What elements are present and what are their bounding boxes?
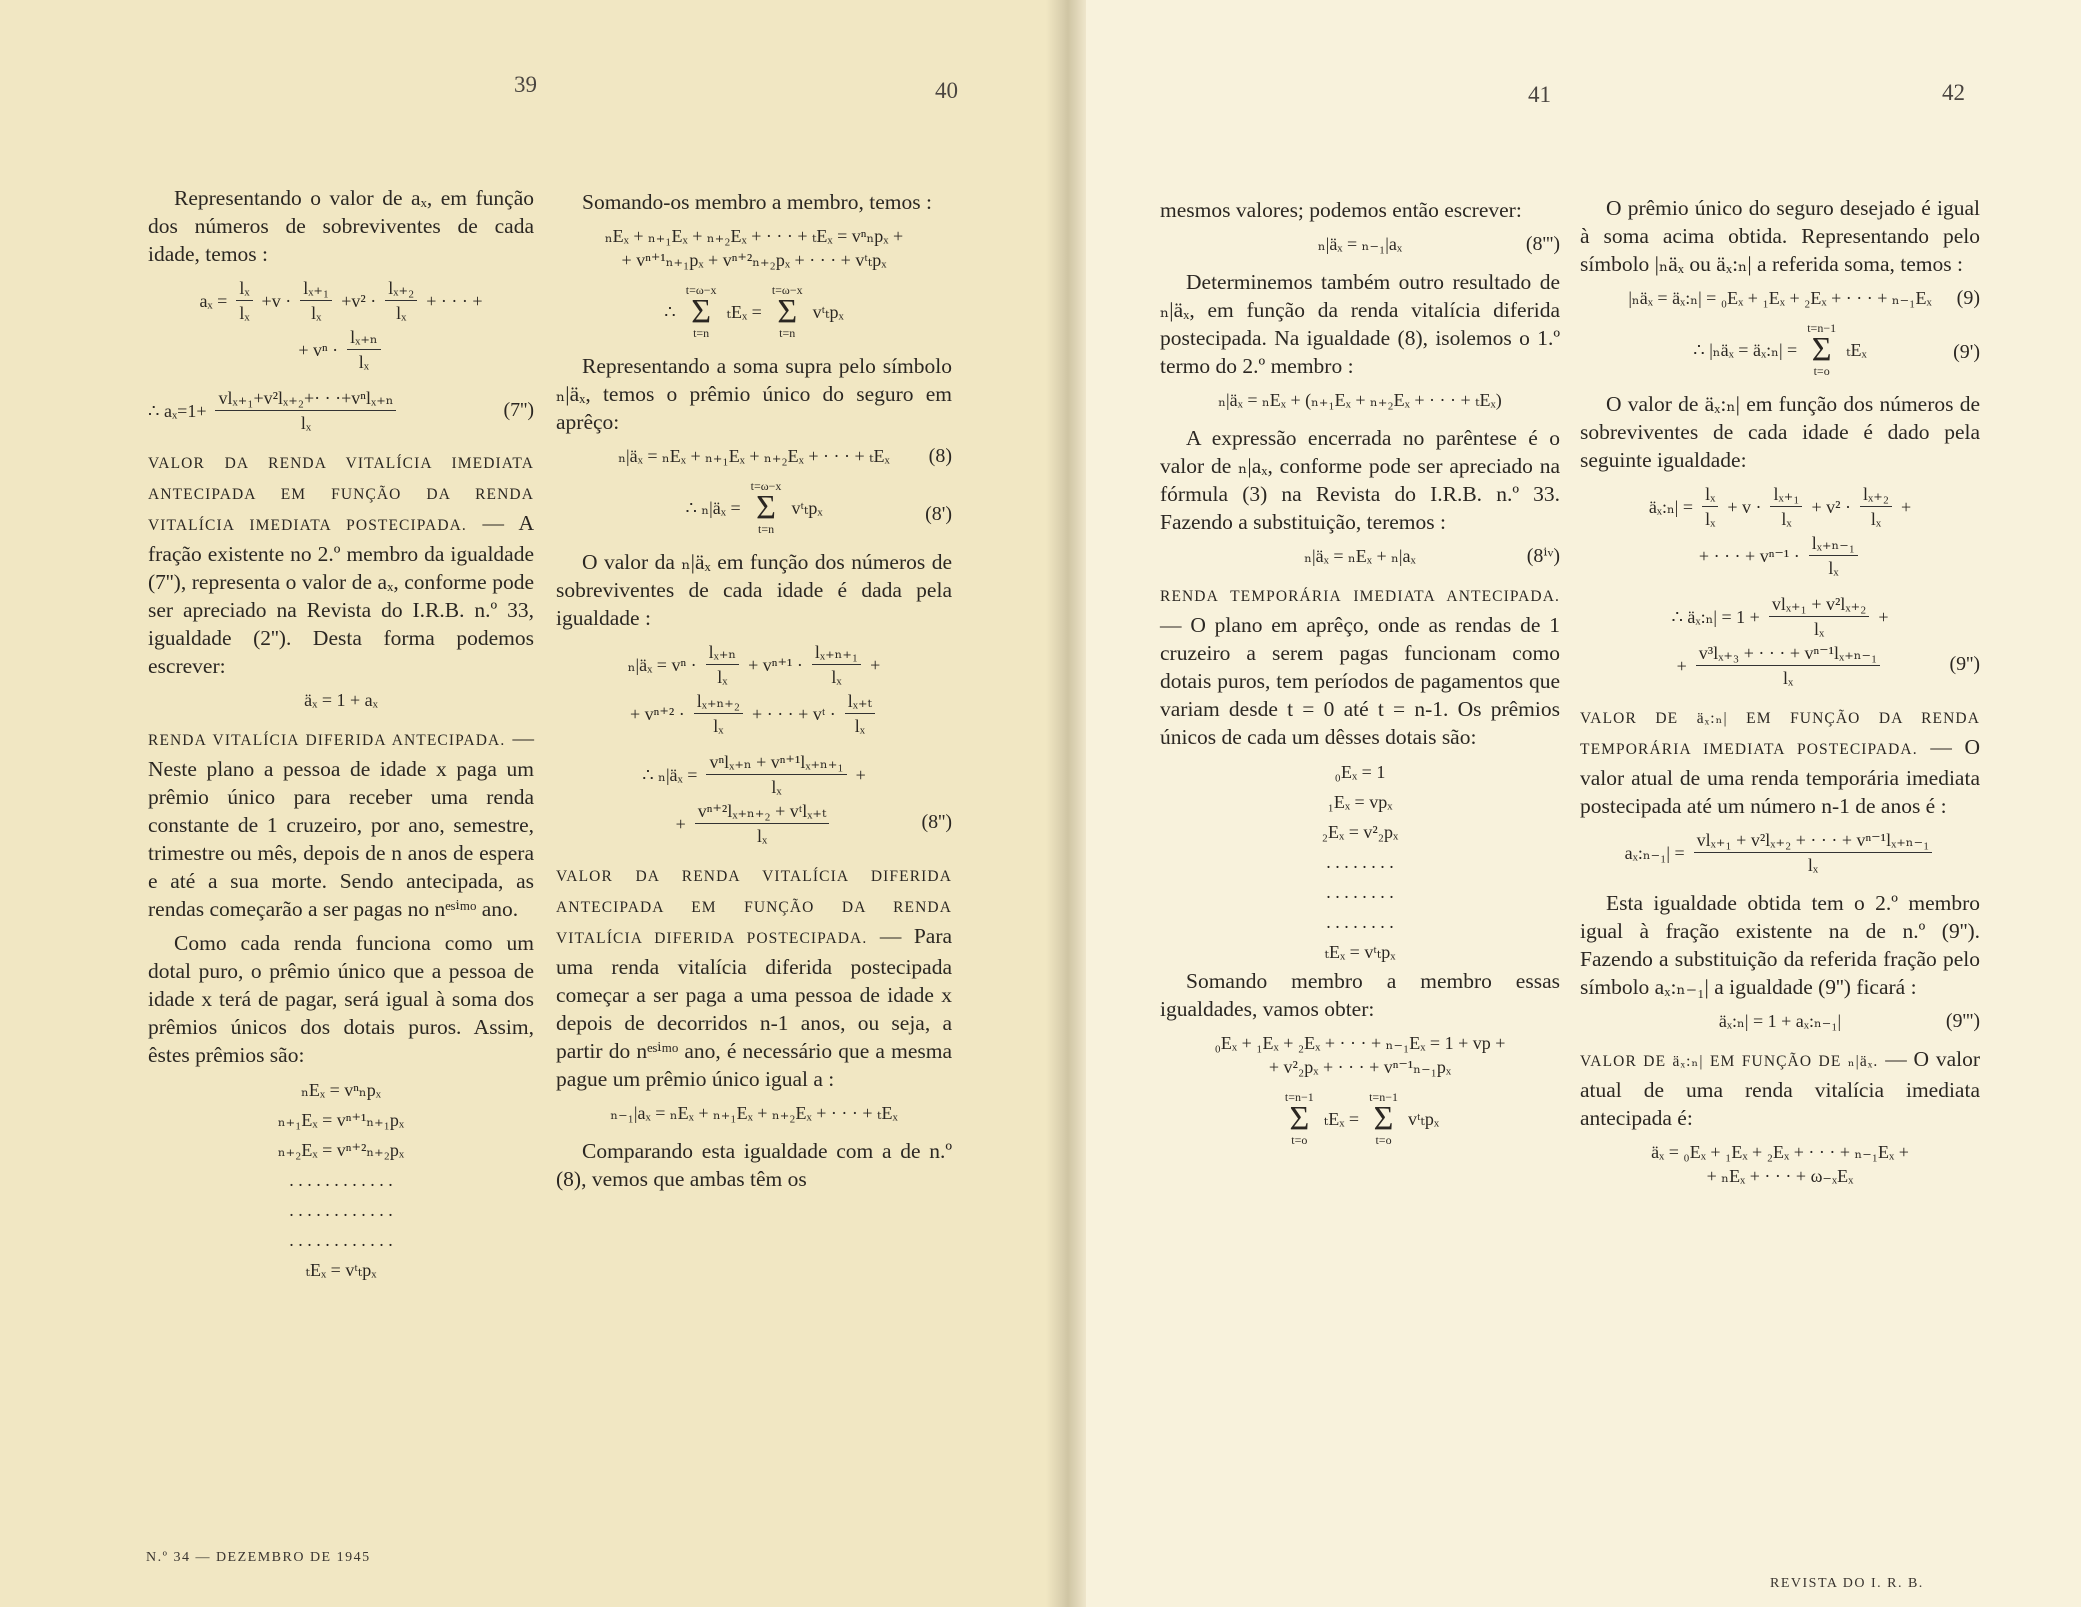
summation-equation: t=n−1 Σ t=o ₜEₓ = t=n−1 Σ t=o vᵗₜpₓ <box>1284 1090 1440 1147</box>
equation: äₓ:ₙ| = $\frac{\text{lₓ}}{\text{lₓ}}$ + v · $\frac{\text{lₓ₊₁}}{\text{lₓ}}$ + v² · $\frac{\text{lₓ₊₂}}{\text{lₓ}}$ + + · · · + vⁿ⁻¹ · $\frac{\text{lₓ₊ₙ₋₁}}{\text{lₓ}}$ <box>1648 484 1912 578</box>
paragraph: Comparando esta igualdade com a de n.º (8), vemos que ambas têm os <box>556 1139 952 1191</box>
equation: aₓ:ₙ₋₁| = $\frac{\text{vlₓ₊₁ + v²lₓ₊₂ + · · · + vⁿ⁻¹lₓ₊ₙ₋₁}}{\text{lₓ}}$ <box>1580 828 1980 877</box>
equation-8-prime: ∴ ₙ|äₓ = t=ω−x Σ t=n vᵗₜpₓ (8') <box>685 479 952 536</box>
list-item: . . . . . . . . . . . . <box>289 1230 393 1250</box>
footer-left: N.º 34 — DEZEMBRO DE 1945 <box>146 1550 371 1565</box>
equation-9-prime: ∴ |ₙäₓ = äₓ:ₙ| = t=n−1 Σ t=o ₜEₓ (9') <box>1693 321 1980 378</box>
list-item: ₜEₓ = vᵗₜpₓ <box>1324 942 1396 962</box>
list-item: . . . . . . . . . . . . <box>289 1200 393 1220</box>
equation: äₓ = ₀Eₓ + ₁Eₓ + ₂Eₓ + · · · + ₙ₋₁Eₓ + + ₙEₓ + · · · + ω₋ₓEₓ <box>1651 1142 1909 1186</box>
equation-9-triple-prime: äₓ:ₙ| = 1 + aₓ:ₙ₋₁| (9''') <box>1718 1010 1980 1032</box>
equation-number: (7'') <box>503 399 534 421</box>
section-heading: VALOR DA RENDA VITALÍCIA DIFERIDA ANTECIPADA EM FUNÇÃO DA RENDA VITALÍCIA DIFERIDA POSTECIPADA. — Para uma renda vitalícia diferida postecipada começar a ser paga a uma pessoa de idade x depois de decorridos n-1 anos, ou seja, a partir do nᵉˢⁱᵐᵒ ano, é necessário que a mesma pague um prêmio único igual a : <box>556 868 953 1091</box>
equation-7-double-prime: ∴ aₓ=1+ $\frac{\text{vlₓ₊₁+v²lₓ₊₂+· · ·+vⁿlₓ₊ₙ}}{\text{lₓ}}$ (7'') <box>148 388 534 433</box>
equation: ₀Eₓ + ₁Eₓ + ₂Eₓ + · · · + ₙ₋₁Eₓ = 1 + vp + + v²₂pₓ + · · · + vⁿ⁻¹ₙ₋₁pₓ <box>1214 1033 1506 1077</box>
section-heading: VALOR DE äₓ:ₙ| EM FUNÇÃO DE ₙ|äₓ. — O valor atual de uma renda vitalícia imediata antecipada é: <box>1580 1047 1981 1130</box>
list-item: ₙ₊₁Eₓ = vⁿ⁺¹ₙ₊₁pₓ <box>277 1110 405 1130</box>
paragraph: O valor de äₓ:ₙ| em função dos números de sobreviventes de cada idade é dado pela seguinte igualdade: <box>1580 392 1980 472</box>
list-item: ₂Eₓ = v²₂pₓ <box>1321 822 1399 842</box>
summation-equation: ∴ t=ω−x Σ t=n ₜEₓ = t=ω−x Σ t=n vᵗₜpₓ <box>664 283 844 340</box>
section-heading: RENDA VITALÍCIA DIFERIDA ANTECIPADA. — Neste plano a pessoa de idade x paga um prêmio único para receber uma renda constante de 1 cruzeiro, por ano, semestre, trimestre ou mês, depois de n anos de espera e até a sua morte. Sendo antecipada, as rendas começarão a ser pagas no nᵉˢⁱᵐᵒ ano. <box>148 726 534 921</box>
paragraph: Somando-os membro a membro, temos : <box>582 190 932 214</box>
paragraph: Somando membro a membro essas igualdades, vamos obter: <box>1160 969 1560 1021</box>
list-item: . . . . . . . . <box>1326 912 1394 932</box>
column-page-39 <box>148 184 534 1285</box>
page-number-39: 39 <box>514 72 537 97</box>
page-number-41: 41 <box>1528 82 1551 107</box>
list-item: . . . . . . . . <box>1326 852 1394 872</box>
equation-8-iv: ₙ|äₓ = ₙEₓ + ₙ|aₓ (8ⁱᵛ) <box>1304 545 1560 567</box>
paragraph: O prêmio único do seguro desejado é igual à soma acima obtida. Representando pelo símbolo |ₙäₓ ou äₓ:ₙ| a referida soma, temos : <box>1580 196 1980 276</box>
paragraph: Como cada renda funciona como um dotal puro, o prêmio único que a pessoa de idade x terá de pagar, será igual à soma dos prêmios únicos dos dotais puros. Assim, êstes prêmios são: <box>148 931 534 1067</box>
equation: ₙ|äₓ = ₙEₓ + (ₙ₊₁Eₓ + ₙ₊₂Eₓ + · · · + ₜEₓ) <box>1218 390 1502 410</box>
equation: ₙEₓ + ₙ₊₁Eₓ + ₙ₊₂Eₓ + · · · + ₜEₓ = vⁿₙpₓ + + vⁿ⁺¹ₙ₊₁pₓ + vⁿ⁺²ₙ₊₂pₓ + · · · + vᵗₜpₓ <box>604 226 904 270</box>
equation-8: ₙ|äₓ = ₙEₓ + ₙ₊₁Eₓ + ₙ₊₂Eₓ + · · · + ₜEₓ (8) <box>618 445 952 467</box>
section-heading: VALOR DA RENDA VITALÍCIA IMEDIATA ANTECIPADA EM FUNÇÃO DA RENDA VITALÍCIA IMEDIATA POSTECIPADA. — A fração existente no 2.º membro da igualdade (7''), representa o valor de aₓ, conforme pode ser apreciado na Revista do I.R.B. n.º 33, igualdade (2''). Desta forma podemos escrever: <box>148 455 535 678</box>
column-page-40 <box>556 188 952 1199</box>
paragraph: Representando a soma supra pelo símbolo ₙ|äₓ, temos o prêmio único do seguro em aprêço: <box>556 354 952 434</box>
premium-list <box>1160 757 1560 967</box>
paragraph: Representando o valor de aₓ, em função dos números de sobreviventes de cada idade, temos : <box>148 186 534 266</box>
list-item: . . . . . . . . . . . . <box>289 1170 393 1190</box>
equation: aₓ = $\frac{\text{lₓ}}{\text{lₓ}}$ +v · $\frac{\text{lₓ₊₁}}{\text{lₓ}}$ +v² · $\frac{\text{lₓ₊₂}}{\text{lₓ}}$ + · · · + + vⁿ · $\frac{\text{lₓ₊ₙ}}{\text{lₓ}}$ <box>199 278 483 372</box>
equation-9: |ₙäₓ = äₓ:ₙ| = ₀Eₓ + ₁Eₓ + ₂Eₓ + · · · + ₙ₋₁Eₓ (9) <box>1628 287 1980 309</box>
paragraph: Determinemos também outro resultado de ₙ|äₓ, em função da renda vitalícia diferida postecipada. Na igualdade (8), isolemos o 1.º termo do 2.º membro : <box>1160 270 1560 378</box>
premium-list <box>148 1075 534 1285</box>
equation-8-triple-prime: ₙ|äₓ = ₙ₋₁|aₓ (8''') <box>1317 233 1560 255</box>
equation-9-double-prime: ∴ äₓ:ₙ| = 1 + $\frac{\text{vlₓ₊₁ + v²lₓ₊₂}}{\text{lₓ}}$ + + $\frac{\text{v³lₓ₊₃ + · · · + vⁿ⁻¹lₓ₊ₙ₋₁}}{\text{lₓ}}$ (9'') <box>1671 594 1980 688</box>
list-item: ₙEₓ = vⁿₙpₓ <box>301 1080 381 1100</box>
book-spine <box>1046 0 1086 1607</box>
equation: ₙ₋₁|aₓ = ₙEₓ + ₙ₊₁Eₓ + ₙ₊₂Eₓ + · · · + ₜEₓ <box>610 1103 898 1123</box>
section-heading: RENDA TEMPORÁRIA IMEDIATA ANTECIPADA. — O plano em aprêço, onde as rendas de 1 cruzeiro a serem pagas funcionam como dotais puros, tem períodos de pagamentos que variam desde t = 0 até t = n-1. Os prêmios únicos de cada um dêsses dotais são: <box>1160 588 1560 749</box>
equation: ₙ|äₓ = vⁿ · $\frac{\text{lₓ₊ₙ}}{\text{lₓ}}$ + vⁿ⁺¹ · $\frac{\text{lₓ₊ₙ₊₁}}{\text{lₓ}}$ + + vⁿ⁺² · $\frac{\text{lₓ₊ₙ₊₂}}{\text{lₓ}}$ + · · · + vᵗ · $\frac{\text{lₓ₊ₜ}}{\text{lₓ}}$ <box>627 642 881 736</box>
paragraph: O valor da ₙ|äₓ em função dos números de sobreviventes de cada idade é dada pela igualdade : <box>556 550 952 630</box>
footer-right: REVISTA DO I. R. B. <box>1770 1576 1924 1591</box>
equation: äₓ = 1 + aₓ <box>304 690 378 710</box>
paragraph: Esta igualdade obtida tem o 2.º membro igual à fração existente na de n.º (9''). Fazendo a substituição da referida fração pelo símbolo aₓ:ₙ₋₁| a igualdade (9'') ficará : <box>1580 891 1980 999</box>
section-heading: VALOR DE äₓ:ₙ| EM FUNÇÃO DA RENDA TEMPORÁRIA IMEDIATA POSTECIPADA. — O valor atual de uma renda temporária imediata postecipada até um número n-1 de anos é : <box>1580 710 1981 818</box>
paragraph: A expressão encerrada no parêntese é o valor de ₙ|aₓ, conforme pode ser apreciado na fórmula (3) na Revista do I.R.B. n.º 33. Fazendo a substituição, teremos : <box>1160 426 1560 534</box>
page-number-40: 40 <box>935 78 958 103</box>
list-item: ₙ₊₂Eₓ = vⁿ⁺²ₙ₊₂pₓ <box>277 1140 405 1160</box>
page-number-42: 42 <box>1942 80 1965 105</box>
list-item: ₀Eₓ = 1 <box>1334 762 1386 782</box>
column-page-41 <box>1160 196 1560 1159</box>
paragraph: mesmos valores; podemos então escrever: <box>1160 198 1522 222</box>
list-item: ₁Eₓ = vpₓ <box>1327 792 1393 812</box>
list-item: ₜEₓ = vᵗₜpₓ <box>305 1260 377 1280</box>
list-item: . . . . . . . . <box>1326 882 1394 902</box>
equation-8-double-prime: ∴ ₙ|äₓ = $\frac{\text{vⁿlₓ₊ₙ + vⁿ⁺¹lₓ₊ₙ₊₁}}{\text{lₓ}}$ + + $\frac{\text{vⁿ⁺²lₓ₊ₙ₊₂ + vᵗlₓ₊ₜ}}{\text{lₓ}}$ (8'') <box>642 752 952 846</box>
column-page-42 <box>1580 194 1980 1200</box>
